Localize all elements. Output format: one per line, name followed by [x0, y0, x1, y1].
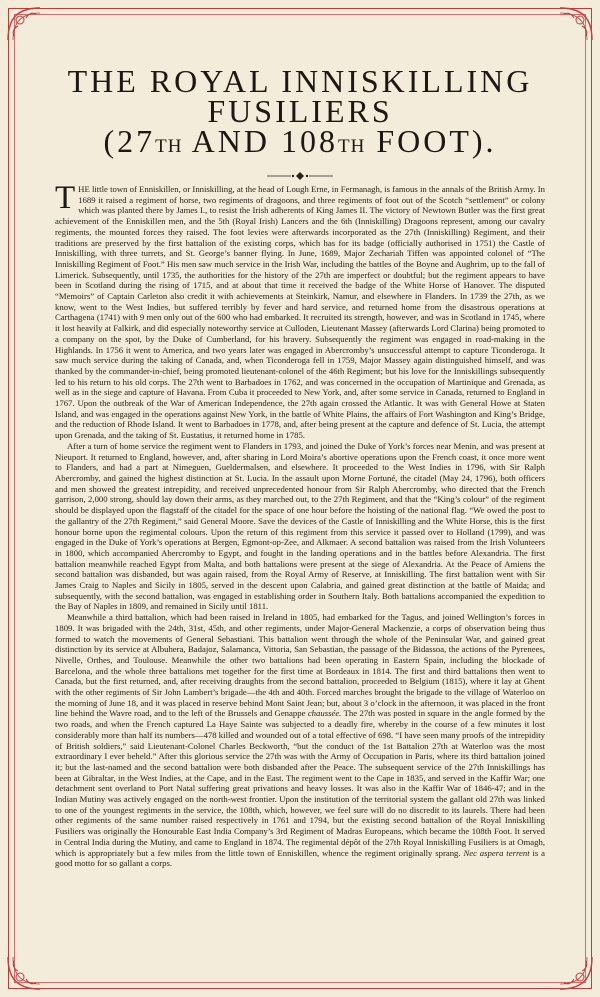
paragraph-3: Meanwhile a third battalion, which had been raised in Ireland in 1805, had embarked for the Tagus, and joined Wellington’s forces in 1809. It was brigaded with the 24th, 31st, 45th, and other regiments, under Major-General Mackenzie, a corps of observation being thus formed to watch the movements of General Sebastiani. This battalion went through the whole of the Peninsular War, and gained great distinction by its service at Albuhera, Badajoz, Salamanca, Vittoria, San Sebastian, the passage of the Bidassoa, the actions of the Pyrenees, Nivelle, Orthes, and Toulouse. Meanwhile the other two battalions had been operating in Eastern Spain, including the blockade of Barcelona, and the whole three battalions met together for the first time at Bordeaux in 1814. The first and third battalions then went to Canada, but the first returned, and, after receiving draughts from the second battalion, proceeded to Belgium (1815), where it lay at Ghent with the other regiments of Sir John Lambert’s brigade—the 4th and 40th. Forced marches brought the brigade to the village of Waterloo on the morning of June 18, and it was placed in reserve behind Mont Saint Jean; but, about 3 o’clock in the afternoon, it was placed in the front line behind the Wavre road, and to the left of the Brussels and Genappe chaussée. The 27th was posted in square in the angle formed by the two roads, and when the French captured La Haye Sainte was subjected to a deadly fire, whereby in the course of a few minutes it lost considerably more than half its numbers—478 killed and wounded out of a total effective of 698. “I have seen many proofs of the intrepidity of British soldiers,” said Lieutenant-Colonel Charles Beckworth, “but the conduct of the 1st Battalion 27th at Waterloo was the most extraordinary I ever beheld.” After this glorious service the 27th was with the Army of Occupation in Paris, where its third battalion joined it; but the last-named and the second battalion were both disbanded after the Peace. The subsequent service of the 27th Inniskillings has been at Gibraltar, in the West Indies, at the Cape, and in the East. The regiment went to the Cape in 1835, and served in the Kaffir War; one detachment sent overland to Port Natal suffering great privations and heavy losses. It was also in the Kaffir War of 1846-47; and in the Indian Mutiny was actively engaged on the north-west frontier. Upon the institution of the territorial system the gallant old 27th was linked to one of the youngest regiments in the service, the 108th, which, however, we feel sure will do no discredit to its laurels. There had been other regiments of the same number raised respectively in 1761 and 1794, but the existing second battalion of the Royal Inniskilling Fusiliers was originally the Honourable East India Company’s 3rd Regiment of Madras Europeans, which became the 108th Foot. It served in Central India during the Mutiny, and came to England in 1874. The regimental dépôt of the 27th Royal Inniskilling Fusiliers is at Omagh, which is appropriately but a few miles from the little town of Enniskillen, whence the regiment originally sprang. Nec aspera terrent is a good motto for so gallant a corps.: [55, 612, 545, 869]
corner-ornament-icon: [556, 953, 596, 993]
corner-ornament-icon: [4, 4, 44, 44]
drop-cap: T: [55, 180, 76, 216]
corner-ornament-icon: [556, 4, 596, 44]
corner-ornament-icon: [4, 953, 44, 993]
page-title: [55, 63, 545, 162]
title-line-3: (27TH AND 108TH FOOT).: [103, 123, 497, 159]
title-line-1: THE ROYAL INNISKILLING: [67, 63, 533, 99]
paragraph-1: THE little town of Enniskillen, or Inniskilling, at the head of Lough Erne, in Fermanagh, is famous in the annals of the British Army. In 1689 it raised a regiment of horse, two regiments of dragoons, and three regiments of foot out of the Scotch “settlement” or colony which was planted there by James I., to resist the Irish adherents of King James II. The victory of Newtown Butler was the first great achievement of the Enniskillen men, and the 5th (Royal Irish) Lancers and the 6th (Inniskilling) Dragoons represent, among our cavalry regiments, the mounted forces they raised. The foot levies were afterwards incorporated as the 27th (Inniskilling) Regiment, and their traditions are preserved by the first battalion of the existing corps, which has for its badge (officially authorised in 1751) the Castle of Inniskilling, with three turrets, and St. George’s banner flying. In June, 1689, Major Zechariah Tiffen was appointed colonel of “The Inniskilling Regiment of Foot.” His men saw much service in the Irish War, including the battles of the Boyne and Aughrim, up to the fall of Limerick. Subsequently, until 1735, the authorities for the history of the 27th are imperfect or doubtful; but the regiment appears to have been in Scotland during the rising of 1715, and at about that time it received the badge of the White Horse of Hanover. The disputed “Memoirs” of Captain Carleton also credit it with achievements at Steinkirk, Namur, and elsewhere in Flanders. In 1739 the 27th, as we know, went to the West Indies, but suffered terribly by fever and hard service, and returned home from the disastrous operations at Carthagena (1741) with 9 men only out of the 600 who had embarked. It recruited its strength, however, and was in Scotland in 1745, where it lost heavily at Falkirk, and did especially noteworthy service at Culloden, Lieutenant Massey (afterwards Lord Clarina) being promoted to a company on the spot, by the Duke of Cumberland, for his bravery. Subsequently the regiment was engaged in road-making in the Highlands. In 1756 it went to America, and two years later was engaged in Abercromby’s unsuccessful attempt to capture Ticonderoga. It saw much service during the taking of Canada, and, when Ticonderoga fell in 1759, Major Massey again distinguished himself, and was thanked by the commander-in-chief, being promoted lieutenant-colonel of the 46th Regiment; but his love for the Inniskillings subsequently led to his return to his old corps. The 27th went to Barbadoes in 1762, and was concerned in the occupation of Martinique and Grenada, as well as in the siege and capture of Havana. From Cuba it proceeded to New York, and, after some service in Canada, returned to England in 1767. Upon the outbreak of the War of American Independence, the 27th again crossed the Atlantic. It was with General Howe at Staten Island, and was engaged in the operations against New York, in the battle of White Plains, the affairs of Fort Washington and King’s Bridge, and the reduction of Rhode Island. It went to Barbadoes in 1778, and, after being present at the capture and defence of St. Lucia, the attempt upon Grenada, and the taking of St. Eustatius, it returned home in 1785.: [55, 180, 545, 441]
article-body: [55, 180, 545, 869]
title-divider-icon: [55, 168, 545, 178]
regimental-motto: Nec aspera terrent: [463, 847, 530, 858]
article: [55, 63, 545, 967]
paragraph-2: After a turn of home service the regiment went to Flanders in 1793, and joined the Duke of York’s forces near Menin, and was present at Nieuport. It returned to England, however, and, after sharing in Lord Moira’s abortive operations upon the French coast, it once more went to Flanders, and had a part at Nimeguen, Gueldermalsen, and elsewhere. It proceeded to the West Indies in 1796, with Sir Ralph Abercromby, and gained the highest distinction at St. Lucia. In the assault upon Morne Fortuné, the citadel (May 24, 1796), both officers and men showed the greatest intrepidity, and received unprecedented honour from Sir Ralph Abercromby, who directed that the French garrison, 2,000 strong, should lay down their arms, as they marched out, to the 27th Regiment, and that the “King’s colour” of the regiment should be displayed upon the flagstaff of the citadel for the space of one hour before the hoisting of the national flag. “We owed the post to the gallantry of the 27th Regiment,” said General Moore. Save the devices of the Castle of Inniskilling and the White Horse, this is the first honour borne upon the regimental colours. Upon the return of this regiment from this service it passed over to Holland (1799), and was engaged in the Duke of York’s operations at Bergen, Egmont-op-Zee, and Alkmaer. A second battalion was raised from the Irish Volunteers in 1800, which accompanied Abercromby to Egypt, and fought in the landing operations and in the battles before Alexandria. The first battalion meanwhile reached Egypt from Malta, and both battalions were present at the siege of Alexandria. At the Peace of Amiens the second battalion was disbanded, but was again raised, from the Royal Army of Reserve, at Inniskilling. The first battalion went with Sir James Craig to Naples and Sicily in 1805, served in the descent upon Calabria, and gained great distinction at the battle of Maida; and subsequently, with the second battalion, was engaged in establishing order in Southern Italy. Both battalions accompanied the expedition to the Bay of Naples in 1809, and remained in Sicily until 1811.: [55, 440, 545, 612]
title-line-2: FUSILIERS: [207, 93, 393, 129]
